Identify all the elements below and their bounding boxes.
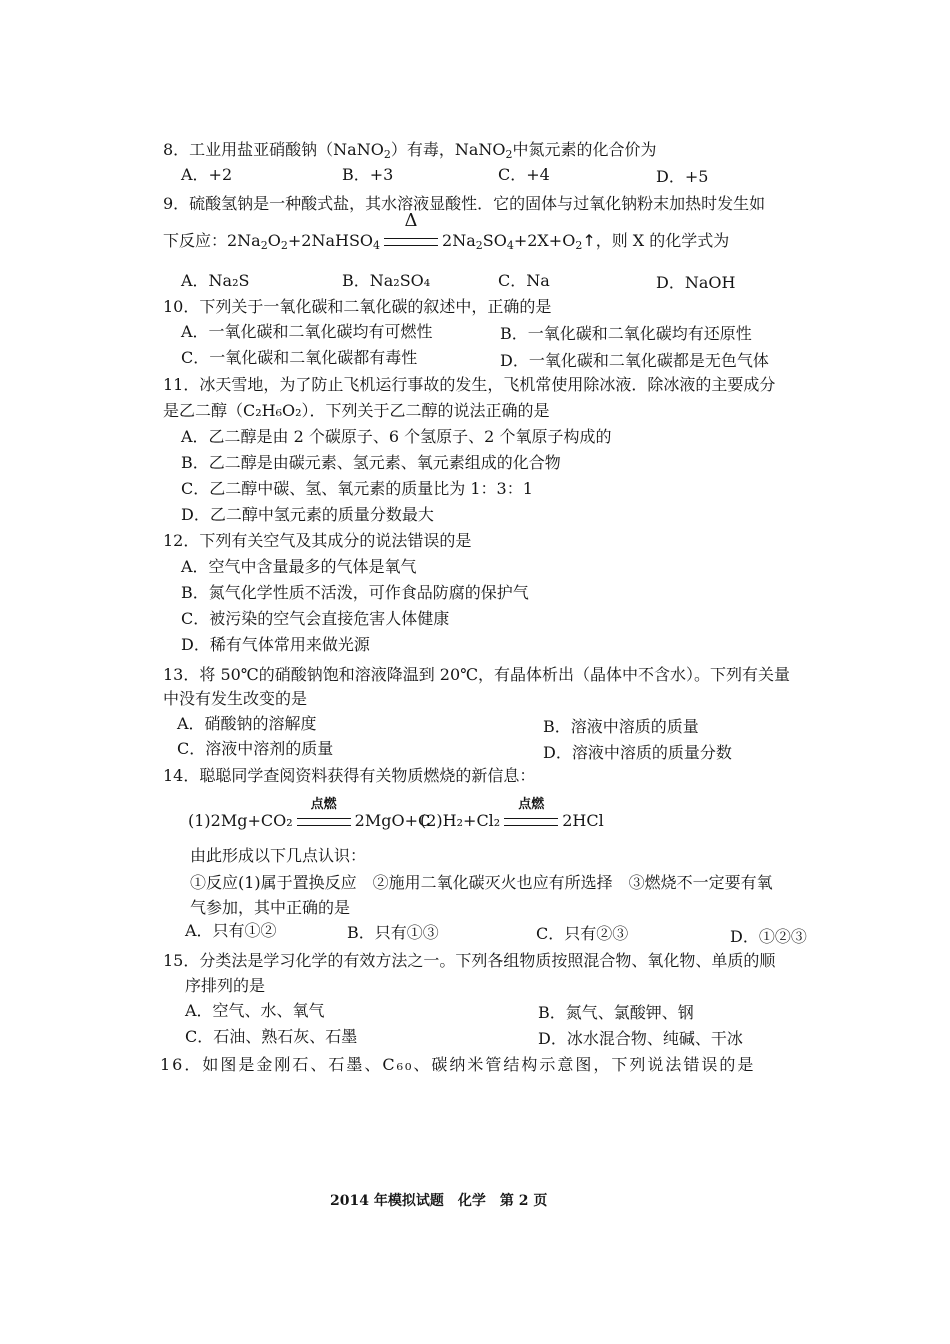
question-10-option-a: A．一氧化碳和二氧化碳均有可燃性 — [181, 322, 433, 341]
ignition-condition-arrow: 点燃 — [500, 810, 562, 832]
question-14-option-a: A．只有①② — [185, 921, 277, 940]
question-13-option-d: D．溶液中溶质的质量分数 — [543, 743, 732, 762]
question-12-option-c: C．被污染的空气会直接危害人体健康 — [181, 609, 450, 628]
question-14-points-line2: 气参加，其中正确的是 — [190, 898, 351, 917]
question-9-option-a: A．Na₂S — [181, 271, 250, 290]
question-12-option-a: A．空气中含量最多的气体是氧气 — [181, 557, 417, 576]
question-14-option-d: D．①②③ — [730, 927, 807, 946]
question-13-stem-line1: 13．将 50℃的硝酸钠饱和溶液降温到 20℃，有晶体析出（晶体中不含水）。下列有关量 — [163, 665, 791, 684]
question-15-option-a: A．空气、水、氧气 — [185, 1001, 325, 1020]
question-13-option-c: C．溶液中溶剂的质量 — [177, 739, 334, 758]
question-11-option-a: A．乙二醇是由 2 个碳原子、6 个氢原子、2 个氧原子构成的 — [181, 427, 612, 446]
footer-page-number: 第 2 页 — [499, 1193, 548, 1209]
ignition-condition-arrow: 点燃 — [293, 810, 355, 832]
question-12-option-d: D．稀有气体常用来做光源 — [181, 635, 370, 654]
question-12-option-b: B．氮气化学性质不活泼，可作食品防腐的保护气 — [181, 583, 529, 602]
question-9-option-b: B．Na₂SO₄ — [342, 271, 431, 290]
question-9-option-d: D．NaOH — [656, 273, 736, 292]
question-8-option-a: A．+2 — [181, 165, 233, 184]
question-15-stem-line1: 15．分类法是学习化学的有效方法之一。下列各组物质按照混合物、氧化物、单质的顺 — [163, 951, 776, 970]
question-14-equation-2: (2)H₂+Cl₂ 点燃 2HCl — [420, 797, 604, 830]
question-10-option-d: D．一氧化碳和二氧化碳都是无色气体 — [500, 351, 769, 370]
question-10-option-b: B．一氧化碳和二氧化碳均有还原性 — [500, 324, 752, 343]
question-9-option-c: C．Na — [498, 271, 550, 290]
footer-subject: 化学 — [457, 1193, 486, 1209]
question-14-equation-1: (1)2Mg+CO₂ 点燃 2MgO+C — [188, 797, 431, 830]
question-9-stem-line1: 9．硫酸氢钠是一种酸式盐，其水溶液显酸性．它的固体与过氧化钠粉末加热时发生如 — [163, 194, 766, 213]
question-10-stem: 10．下列关于一氧化碳和二氧化碳的叙述中，正确的是 — [163, 297, 552, 316]
question-15-option-c: C．石油、熟石灰、石墨 — [185, 1027, 358, 1046]
question-8-stem: 8．工业用盐亚硝酸钠（NaNO$_2$）有毒，NaNO$_2$中氮元素的化合价为 — [163, 140, 657, 161]
question-10-option-c: C．一氧化碳和二氧化碳都有毒性 — [181, 348, 418, 367]
question-11-option-b: B．乙二醇是由碳元素、氢元素、氧元素组成的化合物 — [181, 453, 561, 472]
question-11-option-c: C．乙二醇中碳、氢、氧元素的质量比为 1：3：1 — [181, 479, 533, 498]
question-14-option-c: C．只有②③ — [536, 924, 629, 943]
question-15-stem-line2: 序排列的是 — [185, 976, 266, 995]
question-15-option-b: B．氮气、氯酸钾、钢 — [538, 1003, 694, 1022]
question-8-option-d: D．+5 — [656, 167, 709, 186]
question-11-stem-line1: 11．冰天雪地，为了防止飞机运行事故的发生，飞机常使用除冰液．除冰液的主要成分 — [163, 375, 776, 394]
question-13-option-b: B．溶液中溶质的质量 — [543, 717, 699, 736]
question-14-option-b: B．只有①③ — [347, 923, 439, 942]
question-12-stem: 12．下列有关空气及其成分的说法错误的是 — [163, 531, 472, 550]
question-13-stem-line2: 中没有发生改变的是 — [163, 689, 308, 708]
heating-condition-arrow: Δ — [380, 230, 442, 252]
question-15-option-d: D．冰水混合物、纯碱、干冰 — [538, 1029, 743, 1048]
footer-exam-title: 2014 年模拟试题 — [330, 1193, 444, 1209]
question-14-stem: 14．聪聪同学查阅资料获得有关物质燃烧的新信息： — [163, 766, 536, 785]
question-11-option-d: D．乙二醇中氢元素的质量分数最大 — [181, 505, 434, 524]
page-footer — [330, 1190, 561, 1210]
question-14-points-line1: ①反应(1)属于置换反应 ②施用二氧化碳灭火也应有所选择 ③燃烧不一定要有氧 — [190, 873, 773, 892]
question-8-option-c: C．+4 — [498, 165, 550, 184]
question-14-intro: 由此形成以下几点认识： — [190, 846, 367, 865]
question-9-equation-line: 下反应：$2Na_2O_2+2NaHSO_4$ Δ $2Na_2SO_4+2X+O_2↑$，则 X 的化学式为 — [163, 210, 730, 252]
question-11-stem-line2: 是乙二醇（C₂H₆O₂）．下列关于乙二醇的说法正确的是 — [163, 401, 550, 420]
question-16-stem: 16．如图是金刚石、石墨、C₆₀、碳纳米管结构示意图，下列说法错误的是 — [160, 1055, 756, 1074]
question-13-option-a: A．硝酸钠的溶解度 — [177, 714, 317, 733]
question-8-option-b: B．+3 — [342, 165, 394, 184]
